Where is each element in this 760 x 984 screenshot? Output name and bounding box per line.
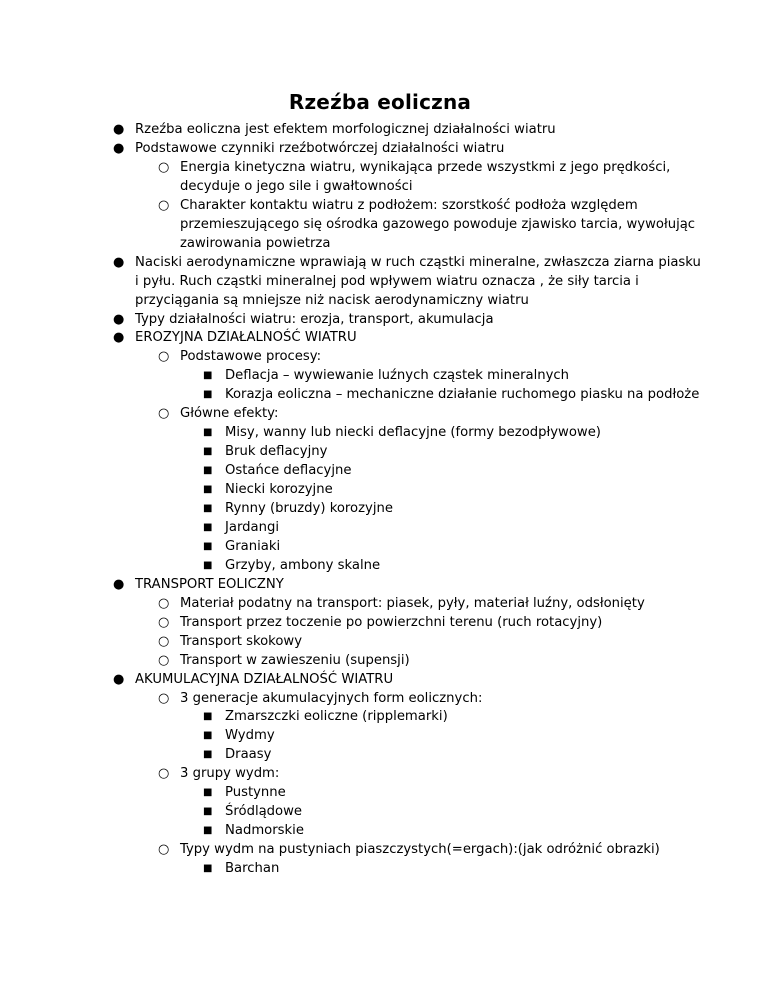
bullet-circle-icon: ○ [158,349,170,365]
bullet-circle-icon: ○ [158,690,170,706]
list-item-continuation: przemieszującego się ośrodka gazowego powoduje zjawisko tarcia, wywołując [180,216,696,232]
bullet-circle-icon: ○ [158,633,170,649]
list-item-continuation: zawirowania powietrza [180,235,331,251]
bullet-dot-icon: ● [113,254,125,270]
bullet-dot-icon: ● [113,576,125,592]
bullet-circle-icon: ○ [158,595,170,611]
bullet-dot-icon: ● [113,311,125,327]
list-item: Główne efekty: [180,406,279,422]
list-item: Charakter kontaktu wiatru z podłożem: szorstkość podłoża względem [180,197,638,213]
bullet-square-icon: ■ [203,389,213,401]
bullet-dot-icon: ● [113,330,125,346]
list-item: Nadmorskie [225,823,304,839]
list-item: Draasy [225,747,272,763]
list-item: Pustynne [225,785,286,801]
list-item: Energia kinetyczna wiatru, wynikająca przede wszystkmi z jego prędkości, [180,159,671,175]
bullet-circle-icon: ○ [158,406,170,422]
list-item-continuation: przyciągania są mniejsze niż nacisk aerodynamiczny wiatru [135,292,529,308]
list-item-continuation: decyduje o jego sile i gwałtowności [180,178,413,194]
list-item: 3 grupy wydm: [180,766,280,782]
list-item: Ostańce deflacyjne [225,463,352,479]
list-item: Transport skokowy [180,633,303,649]
list-item: Rzeźba eoliczna jest efektem morfologicznej działalności wiatru [135,122,556,137]
bullet-dot-icon: ● [113,671,125,687]
list-item: 3 generacje akumulacyjnych form eolicznych: [180,690,483,706]
bullet-square-icon: ■ [203,711,213,723]
list-item: Transport przez toczenie po powierzchni terenu (ruch rotacyjny) [180,614,603,630]
list-item: Materiał podatny na transport: piasek, pyły, materiał luźny, odsłonięty [180,595,645,611]
bullet-square-icon: ■ [203,787,213,799]
list-item: Korazja eoliczna – mechaniczne działanie ruchomego piasku na podłoże [225,387,700,403]
bullet-square-icon: ■ [203,446,213,458]
bullet-square-icon: ■ [203,503,213,514]
bullet-circle-icon: ○ [158,614,170,630]
bullet-square-icon: ■ [203,521,213,533]
bullet-dot-icon: ● [113,140,125,156]
list-item: Grzyby, ambony skalne [225,557,381,573]
list-item: Transport w zawieszeniu (supensji) [180,652,410,668]
list-item: Śródlądowe [225,804,303,820]
list-item: Barchan [225,861,280,877]
list-item: Graniaki [225,538,281,554]
bullet-square-icon: ■ [203,484,213,496]
bullet-circle-icon: ○ [158,197,170,213]
bullet-dot-icon: ● [113,122,125,137]
list-item: Wydmy [225,728,275,744]
list-item: EROZYJNA DZIAŁALNOŚĆ WIATRU [135,330,357,346]
list-item: TRANSPORT EOLICZNY [135,576,284,592]
list-item: Jardangi [225,519,280,535]
list-item: Misy, wanny lub niecki deflacyjne (formy bezodpływowe) [225,425,601,441]
bullet-circle-icon: ○ [158,842,170,858]
list-item: AKUMULACYJNA DZIAŁALNOŚĆ WIATRU [135,671,394,687]
bullet-square-icon: ■ [203,806,213,818]
bullet-circle-icon: ○ [158,159,170,175]
list-item: Deflacja – wywiewanie luźnych cząstek mineralnych [225,368,570,384]
list-item-continuation: i pyłu. Ruch cząstki mineralnej pod wpływem wiatru oznacza , że siły tarcia i [135,273,639,289]
list-item: Rynny (bruzdy) korozyjne [225,501,393,516]
bullet-square-icon: ■ [203,465,213,477]
bullet-square-icon: ■ [203,370,213,382]
bullet-square-icon: ■ [203,749,213,761]
page-title: Rzeźba eoliczna [288,90,472,114]
list-item: Zmarszczki eoliczne (ripplemarki) [225,709,448,725]
bullet-square-icon: ■ [203,730,213,742]
bullet-square-icon: ■ [203,540,213,552]
list-item: Podstawowe procesy: [180,349,322,365]
list-item: Naciski aerodynamiczne wprawiają w ruch cząstki mineralne, zwłaszcza ziarna piasku [135,254,701,270]
list-item: Typy działalności wiatru: erozja, transport, akumulacja [135,311,494,327]
bullet-circle-icon: ○ [158,652,170,668]
list-item: Niecki korozyjne [225,482,333,498]
bullet-square-icon: ■ [203,559,213,571]
bullet-square-icon: ■ [203,863,213,875]
list-item: Podstawowe czynniki rzeźbotwórczej działalności wiatru [135,140,505,156]
list-item: Bruk deflacyjny [225,444,328,460]
bullet-square-icon: ■ [203,427,213,439]
list-item: Typy wydm na pustyniach piaszczystych(=ergach):(jak odróżnić obrazki) [180,842,660,858]
bullet-square-icon: ■ [203,825,213,837]
bullet-circle-icon: ○ [158,766,170,782]
